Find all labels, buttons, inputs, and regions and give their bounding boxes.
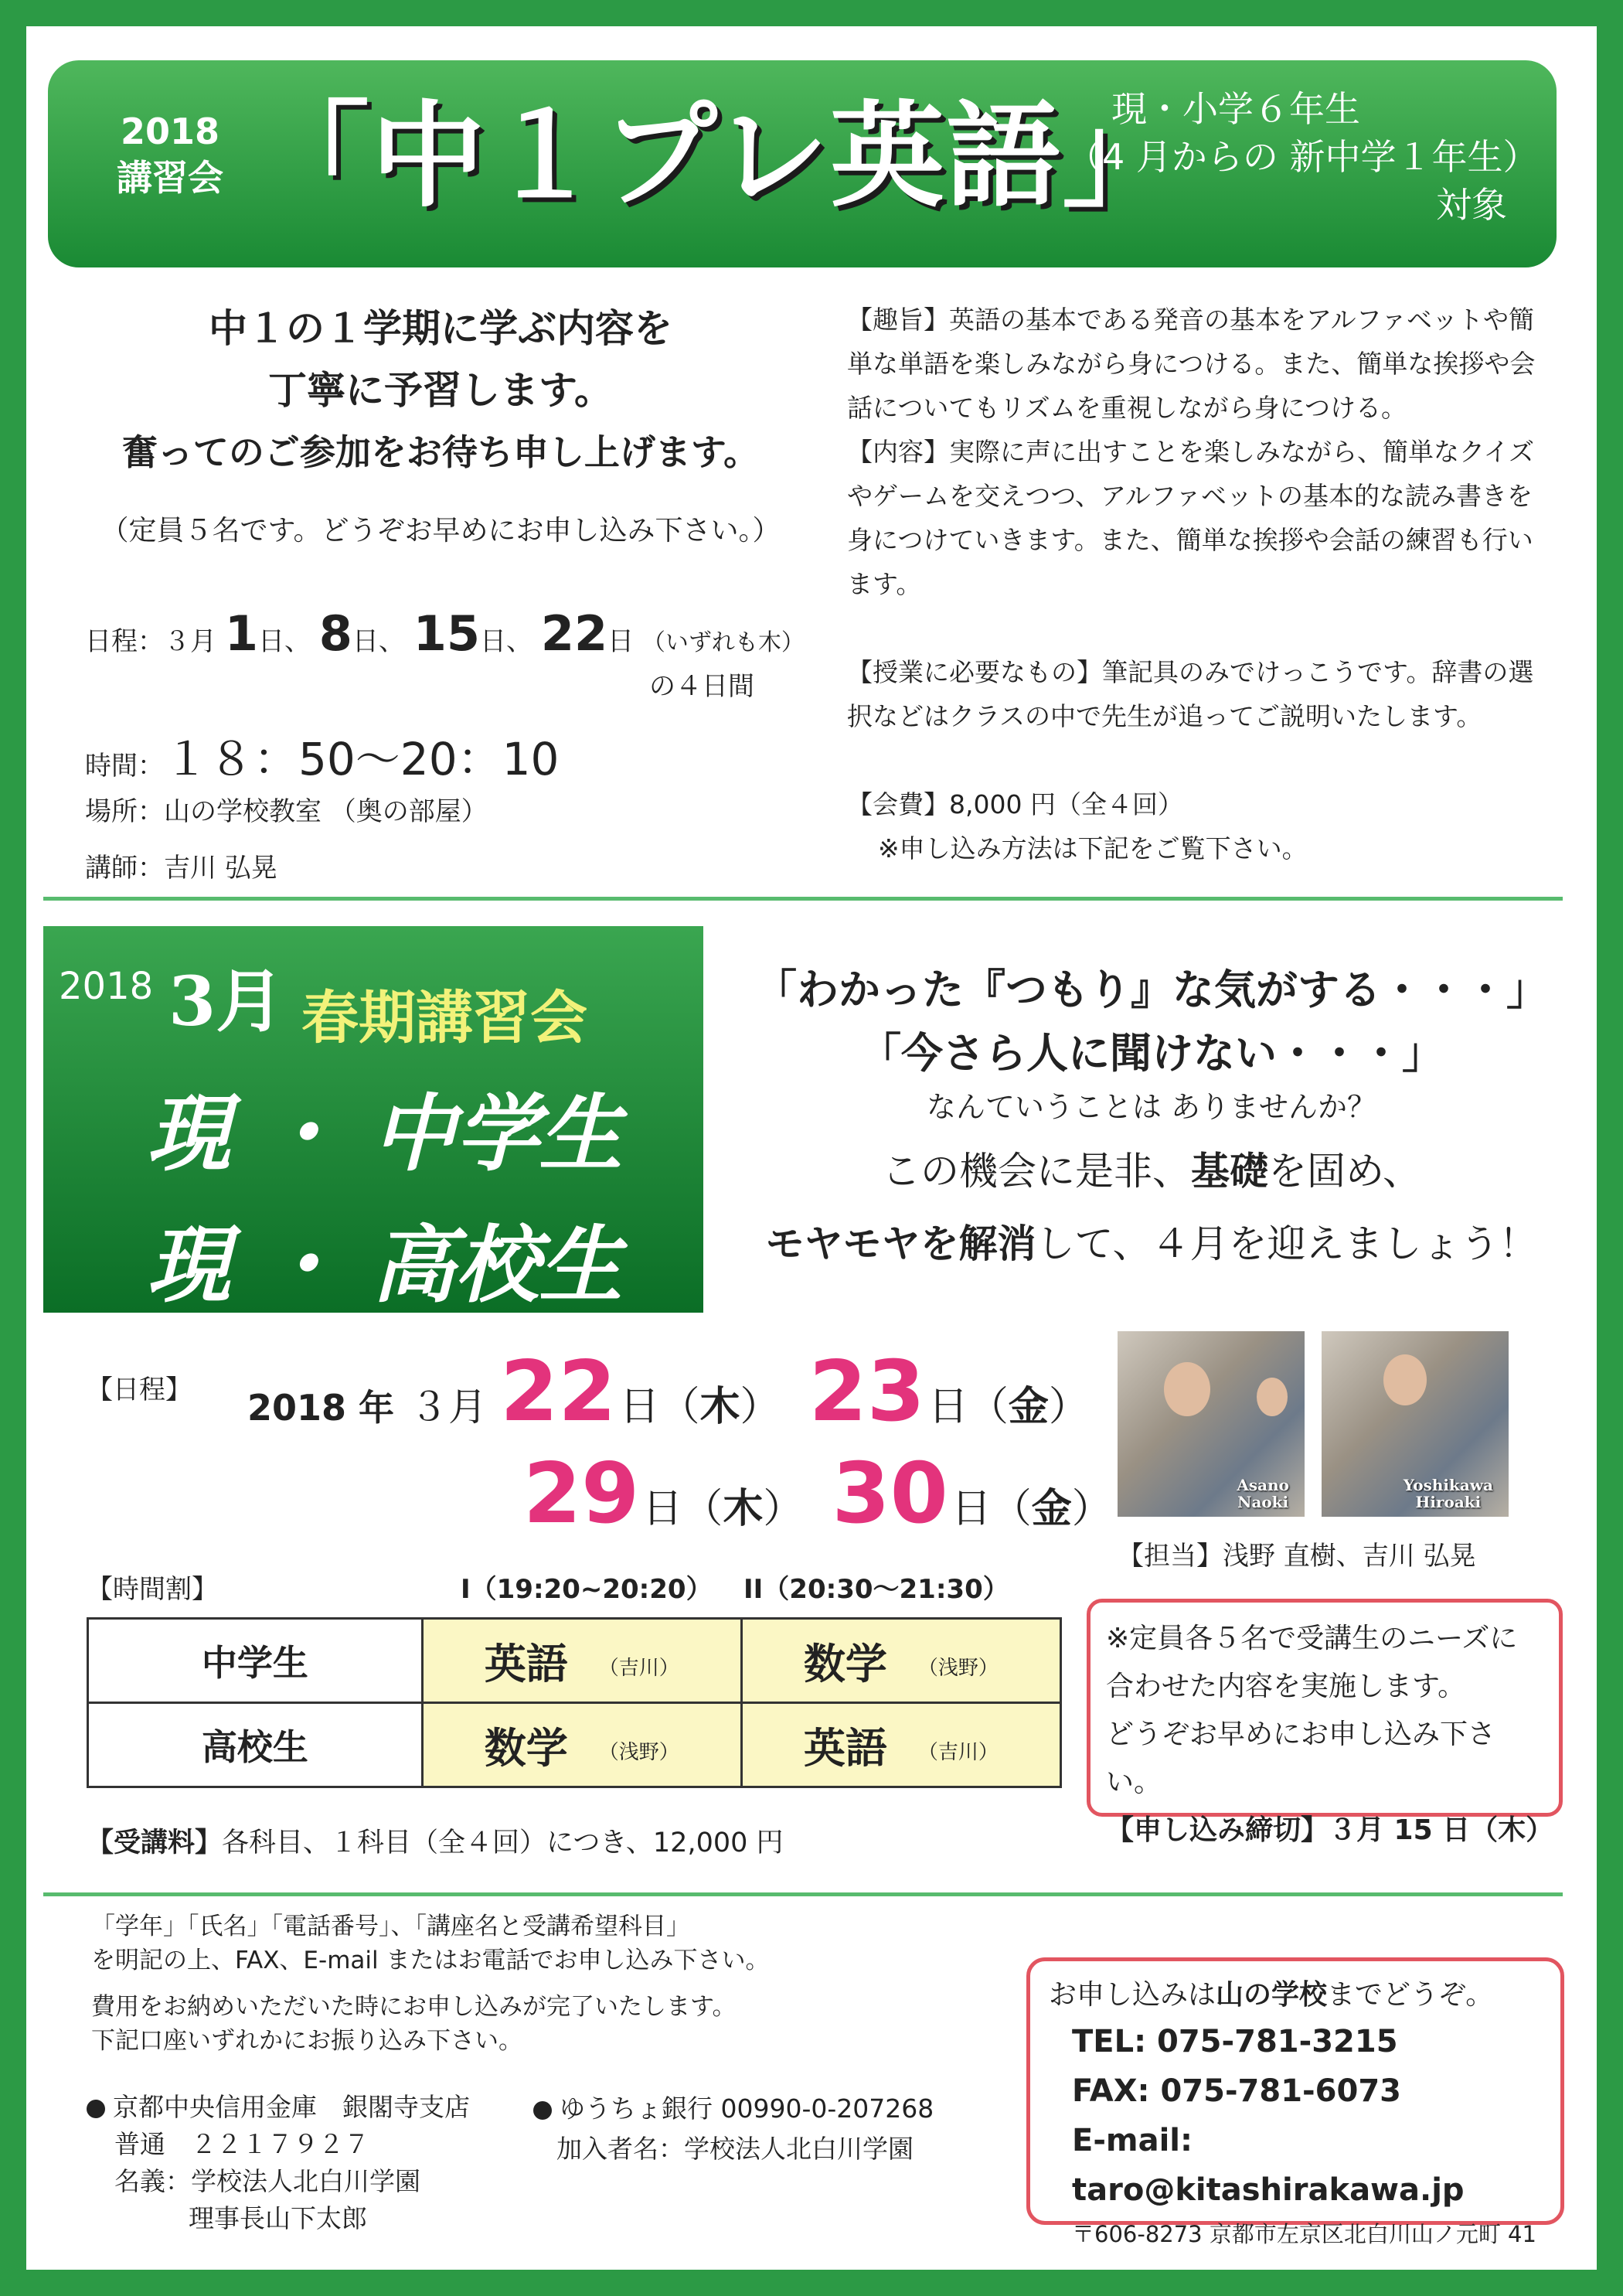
row-header: 高校生 xyxy=(88,1703,423,1787)
slogan-line-1: 「わかった『つもり』な気がする・・・」 xyxy=(755,966,1548,1014)
instructions-line-4: 下記口座いずれかにお振り込み下さい。 xyxy=(91,2027,522,2055)
intro-text xyxy=(85,298,796,562)
schedule-label: 日程：３月 xyxy=(85,626,216,657)
slogan-line-2: 「今さら人に聞けない・・・」 xyxy=(859,1029,1444,1078)
slogan-line-3: なんていうことは ありませんか？ xyxy=(926,1090,1377,1124)
capacity-notice xyxy=(1087,1599,1563,1846)
dates-label: 【日程】 xyxy=(87,1375,192,1405)
contact-box xyxy=(1026,1957,1564,2247)
date-number: 22 xyxy=(500,1344,617,1440)
spring-year: 2018 xyxy=(59,965,154,1008)
bank-account-1: 京都中央信用金庫 銀閣寺支店 普通 ２２１７９２７ 名義：学校法人北白川学園 理事長山下太郎 xyxy=(87,2089,470,2237)
contact-tel[interactable]: TEL: 075-781-3215 xyxy=(1072,2024,1398,2059)
details-fee: 【会費】8,000 円（全４回） xyxy=(847,789,1183,819)
spring-target-1: 現 ・ 中学生 xyxy=(147,1086,623,1183)
dates-row-1 xyxy=(247,1344,1104,1440)
bank-account-2: ゆうちょ銀行 00990-0-207268 加入者名：学校法人北白川学園 xyxy=(533,2089,934,2169)
details-supplies: 【授業に必要なもの】筆記具のみでけっこうです。辞書の選択などはクラスの中で先生が追ってご説明いたします。 xyxy=(847,657,1534,731)
pre-english-schedule xyxy=(85,607,805,670)
photo-caption-2: Yoshikawa Hiroaki xyxy=(1403,1476,1493,1511)
spring-teachers: 【担当】浅野 直樹、吉川 弘晃 xyxy=(1118,1541,1476,1572)
banner-year-block xyxy=(100,108,240,201)
schedule-date-3: 15 xyxy=(413,605,480,662)
details-content: 【内容】実際に声に出すことを楽しみながら、簡単なクイズやゲームを交えつつ、アルファベットの基本的な読み書きを身につけていきます。また、簡単な挨拶や会話の練習も行います。 xyxy=(847,437,1535,599)
bullet-icon xyxy=(87,2100,105,2118)
banner-year: 2018 xyxy=(120,111,220,152)
bank2-holder: 加入者名：学校法人北白川学園 xyxy=(556,2134,914,2164)
table-row xyxy=(88,1703,1061,1787)
schedule-suffix: 日、 xyxy=(480,626,532,657)
bank1-holder: 名義：学校法人北白川学園 xyxy=(114,2166,420,2196)
schedule-note: （いずれも木） xyxy=(641,629,805,656)
table-cell: 数学 （浅野） xyxy=(422,1703,741,1787)
teacher-photo-yoshikawa xyxy=(1322,1331,1509,1517)
timetable-period-1: I（19:20~20:20） xyxy=(461,1574,713,1605)
intro-line-4: （定員５名です。どうぞお早めにお申し込み下さい。） xyxy=(100,515,781,547)
time-label: 時間： xyxy=(85,751,164,782)
intro-line-1: 中１の１学期に学ぶ内容を xyxy=(209,306,672,351)
date-suffix: 日（木） xyxy=(642,1486,804,1532)
schedule-days: の４日間 xyxy=(649,671,754,702)
timetable xyxy=(87,1617,1062,1788)
section-divider xyxy=(43,897,1563,901)
timetable-period-2: II（20:30〜21:30） xyxy=(743,1574,1009,1605)
intro-line-2: 丁寧に予習します。 xyxy=(268,368,613,413)
slogan-line-5: モヤモヤを解消して、４月を迎えましょう！ xyxy=(765,1221,1538,1266)
application-instructions xyxy=(91,1909,769,2058)
target-line-2: （4 月からの 新中学１年生） xyxy=(1067,136,1539,178)
schedule-date-2: 8 xyxy=(318,605,352,662)
fee-label: 【受講料】 xyxy=(87,1828,223,1858)
timetable-label: 【時間割】 xyxy=(87,1574,218,1605)
pre-english-teacher: 講師：吉川 弘晃 xyxy=(85,853,277,884)
contact-fax: FAX: 075-781-6073 xyxy=(1072,2073,1401,2109)
spring-fee xyxy=(87,1821,784,1860)
bank1-holder-2: 理事長山下太郎 xyxy=(189,2203,367,2233)
banner-kind: 講習会 xyxy=(117,157,223,199)
details-fee-note: ※申し込み方法は下記をご覧下さい。 xyxy=(878,833,1308,864)
date-suffix: 日（金） xyxy=(951,1486,1112,1532)
banner-target xyxy=(1067,85,1539,229)
time-value: １８：50〜20：10 xyxy=(164,733,560,785)
date-suffix: 日（木） xyxy=(619,1384,781,1430)
instructions-line-1: 「学年」「氏名」「電話番号」、「講座名と受講希望科目」 xyxy=(91,1913,690,1940)
table-cell: 英語 （吉川） xyxy=(741,1703,1060,1787)
banner-title: 「中１プレ英語」 xyxy=(255,90,1179,223)
pre-english-place: 場所：山の学校教室 （奥の部屋） xyxy=(85,796,488,827)
notice-line-2: 合わせた内容を実施します。 xyxy=(1106,1671,1466,1702)
schedule-last-suffix: 日 xyxy=(607,626,635,657)
table-row xyxy=(88,1619,1061,1703)
pre-english-details xyxy=(847,298,1558,870)
dates-year: 2018 年 xyxy=(247,1387,395,1429)
instructions-line-2: を明記の上、FAX、E-mail またはお電話でお申し込み下さい。 xyxy=(91,1947,770,1974)
contact-email[interactable]: E-mail: taro@kitashirakawa.jp xyxy=(1072,2123,1465,2208)
fee-text: 各科目、１科目（全４回）につき、12,000 円 xyxy=(222,1828,784,1858)
dates-month: ３月 xyxy=(410,1385,488,1429)
schedule-suffix: 日、 xyxy=(257,626,311,657)
bullet-icon xyxy=(533,2101,552,2120)
target-line-3: 対象 xyxy=(1436,184,1507,226)
date-number: 30 xyxy=(832,1446,948,1542)
pre-english-time xyxy=(85,723,559,788)
target-line-1: 現・小学６年生 xyxy=(1111,88,1360,130)
teacher-photo-asano xyxy=(1118,1331,1305,1517)
photo-caption-1: Asano Naoki xyxy=(1237,1476,1289,1511)
spring-course-name: 春期講習会 xyxy=(301,985,587,1051)
slogan-line-4: この機会に是非、基礎を固め、 xyxy=(882,1149,1421,1194)
date-suffix: 日（金） xyxy=(927,1384,1089,1430)
date-number: 29 xyxy=(523,1446,640,1542)
section-divider xyxy=(43,1892,1563,1896)
slogan xyxy=(719,959,1584,1280)
contact-intro: お申し込みは山の学校までどうぞ。 xyxy=(1049,1979,1494,2011)
notice-deadline: 【申し込み締切】３月 15 日（木） xyxy=(1106,1814,1554,1846)
instructions-line-3: 費用をお納めいただいた時にお申し込みが完了いたします。 xyxy=(91,1993,737,2021)
table-cell: 英語 （吉川） xyxy=(422,1619,741,1703)
notice-line-3: どうぞお早めにお申し込み下さい。 xyxy=(1106,1719,1496,1798)
notice-line-1: ※定員各５名で受講生のニーズに xyxy=(1106,1623,1518,1654)
schedule-date-4: 22 xyxy=(540,605,608,662)
spring-target-2: 現 ・ 高校生 xyxy=(147,1218,623,1314)
row-header: 中学生 xyxy=(88,1619,423,1703)
spring-month: 3月 xyxy=(168,961,284,1041)
bank1-account: 普通 ２２１７９２７ xyxy=(114,2129,369,2159)
details-purpose: 【趣旨】英語の基本である発音の基本をアルファベットや簡単な単語を楽しみながら身につける。また、簡単な挨拶や会話についてもリズムを重視しながら身につける。 xyxy=(847,305,1536,423)
schedule-suffix: 日、 xyxy=(352,626,405,657)
date-number: 23 xyxy=(808,1344,925,1440)
table-cell: 数学 （浅野） xyxy=(741,1619,1060,1703)
contact-address: 〒606-8273 京都市左京区北白川山ノ元町 41 xyxy=(1072,2221,1536,2247)
dates-row-2 xyxy=(514,1446,1128,1542)
intro-line-3: 奮ってのご参加をお待ち申し上げます。 xyxy=(121,431,760,473)
schedule-date-1: 1 xyxy=(224,605,258,662)
